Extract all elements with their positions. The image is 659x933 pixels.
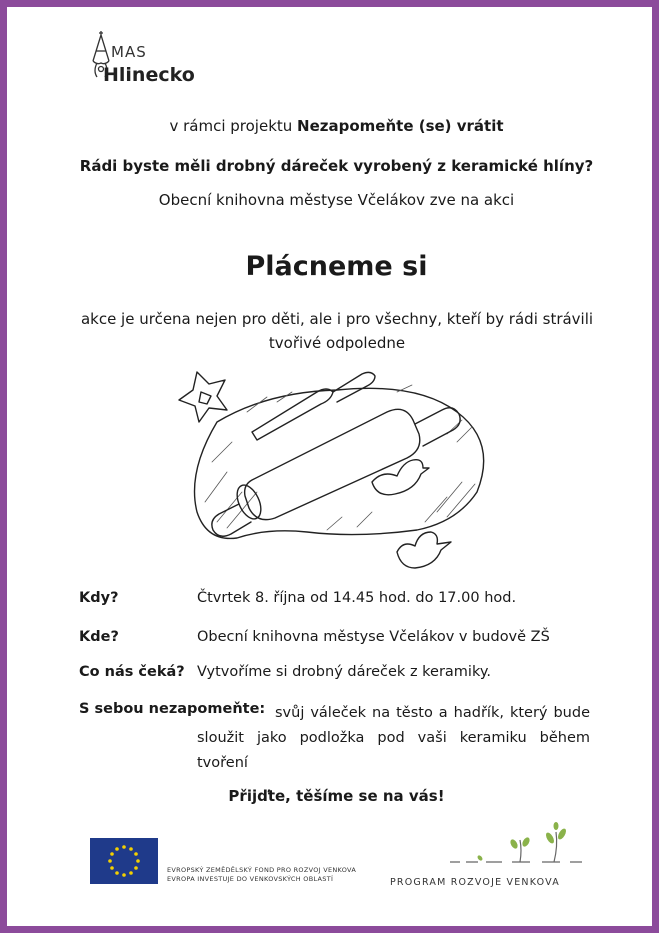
program-text: PROGRAM ROZVOJE VENKOVA <box>390 877 560 888</box>
invite-line: Obecní knihovna městyse Včelákov zve na akci <box>158 191 515 209</box>
event-title: Plácneme si <box>245 251 428 282</box>
when-value: Čtvrtek 8. října od 14.45 hod. do 17.00 hod. <box>197 590 517 606</box>
intro-prefix: v rámci projektu <box>169 117 298 135</box>
closing-line: Přijďte, těšíme se na vás! <box>228 787 445 805</box>
project-name: Nezapomeňte (se) vrátit <box>297 117 504 135</box>
eu-text-line1: EVROPSKÝ ZEMĚDĚLSKÝ FOND PRO ROZVOJ VENKOVA <box>167 866 357 874</box>
bring-label: S sebou nezapomeňte: <box>79 701 266 717</box>
when-label: Kdy? <box>79 590 119 606</box>
logo-name-text: Hlinecko <box>103 64 195 86</box>
bring-value-text: svůj váleček na těsto a hadřík, který bude sloužit jako podložka pod vaši keramiku během tvoření <box>197 705 590 771</box>
baking-illustration <box>157 352 517 582</box>
bring-value <box>197 701 590 776</box>
what-value: Vytvoříme si drobný dáreček z keramiky. <box>197 664 491 680</box>
eu-fund-text <box>167 866 356 884</box>
eu-flag-icon <box>90 838 158 884</box>
where-label: Kde? <box>79 629 119 645</box>
question-line: Rádi byste měli drobný dáreček vyrobený z keramické hlíny? <box>79 157 594 175</box>
logo-mas-text: MAS <box>111 43 147 61</box>
event-subtitle: akce je určena nejen pro děti, ale i pro všechny, kteří by rádi strávili tvořivé odpoledne <box>80 310 594 352</box>
prv-logo-icon <box>450 822 585 870</box>
where-value: Obecní knihovna městyse Včelákov v budově ZŠ <box>197 629 550 645</box>
intro-line <box>7 117 659 135</box>
what-label: Co nás čeká? <box>79 664 185 680</box>
eu-text-line2: EVROPA INVESTUJE DO VENKOVSKÝCH OBLASTÍ <box>167 875 334 883</box>
